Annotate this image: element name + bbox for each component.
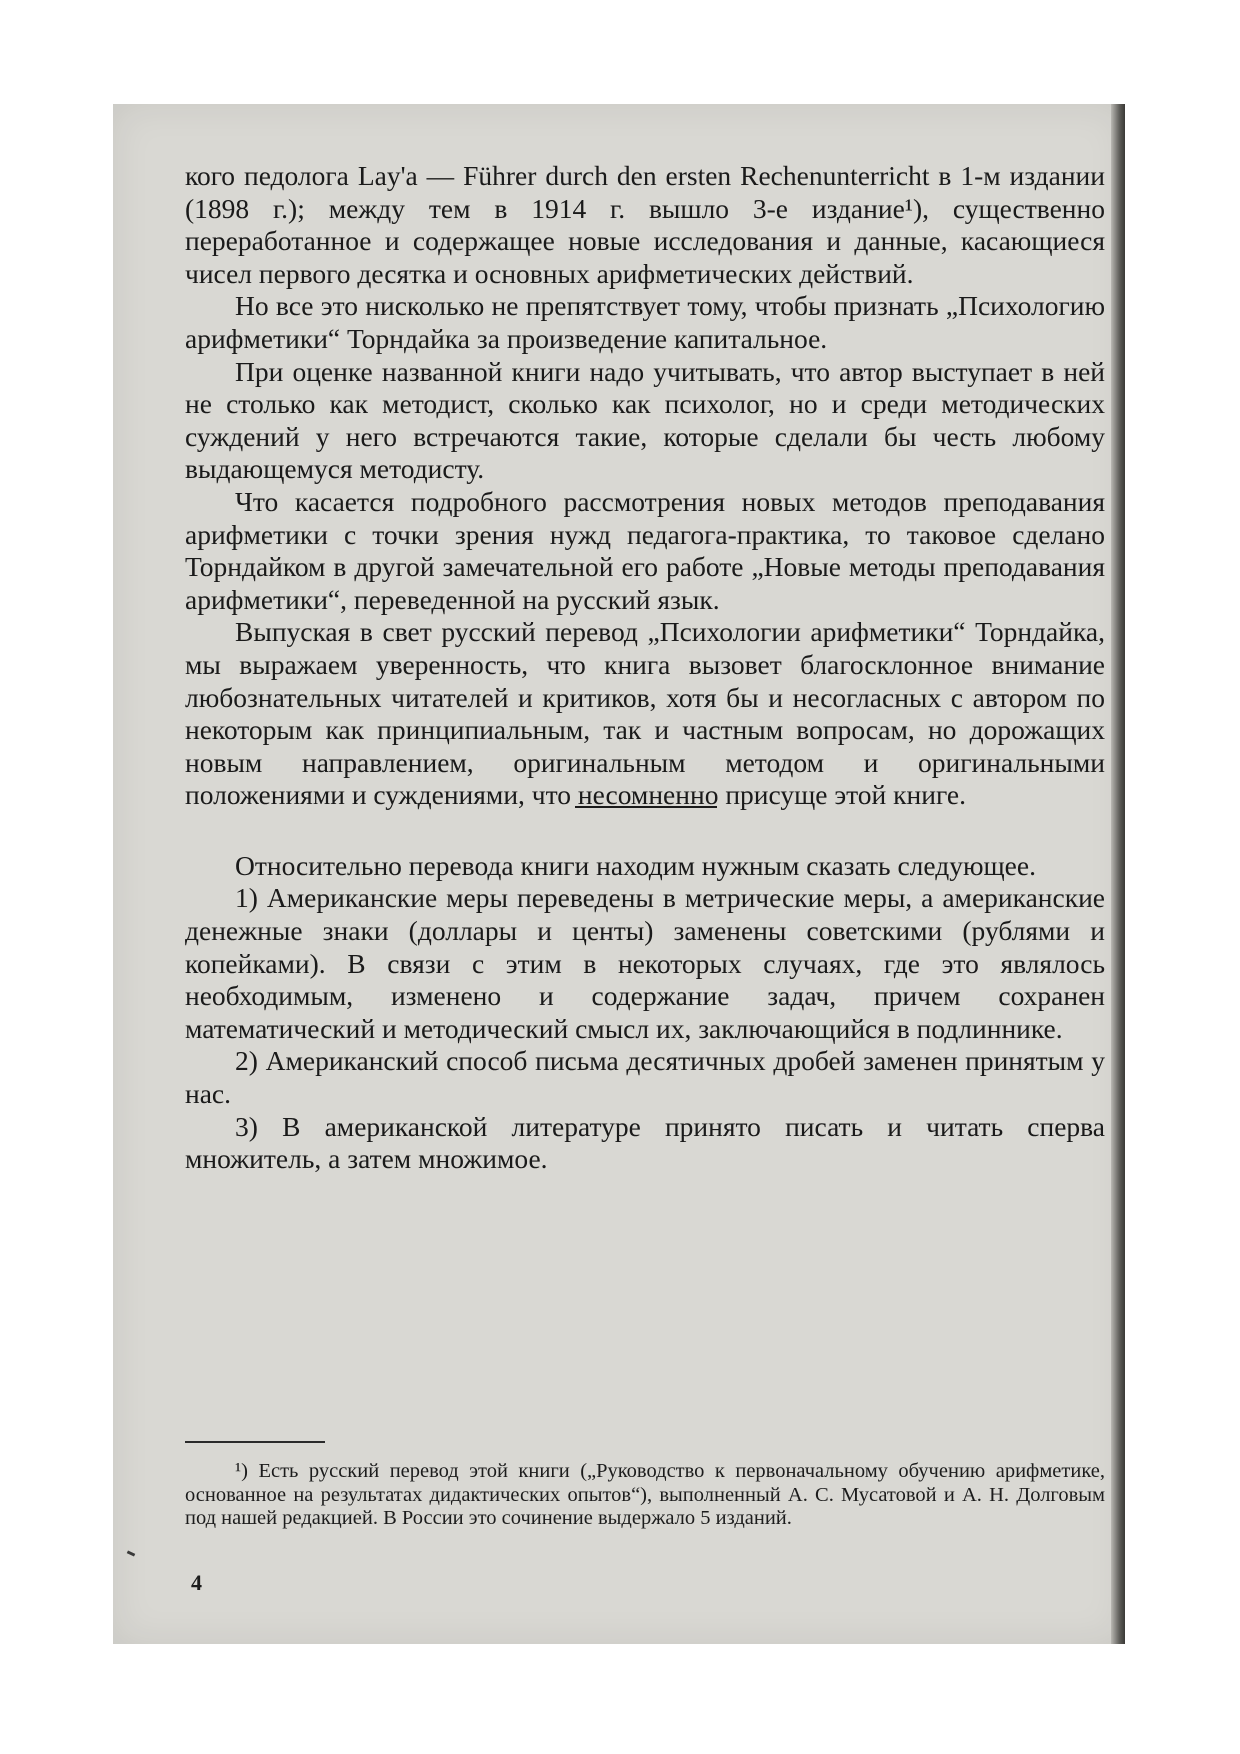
section-separator [575, 806, 717, 808]
main-text [185, 160, 1105, 1176]
translation-note-1: 1) Американские меры переведены в метрические меры, а американские денежные знаки (доллары и центы) заменены советскими (рублями и копейками). В связи с этим в некоторых случаях, где это являлось необходимым, изменено и содержание задач, причем сохранен математический и методический смысл их, заключающийся в подлиннике. [185, 882, 1105, 1044]
footnote: ¹) Есть русский перевод этой книги („Руководство к первоначальному обучению арифметике, основанное на результатах дидактических опытов“), выполненный А. С. Мусатовой и А. Н. Долговым под нашей редакцией. В России это сочинение выдержало 5 изданий. [185, 1460, 1105, 1529]
paragraph: Выпуская в свет русский перевод „Психологии арифметики“ Торндайка, мы выражаем уверенность, что книга вызовет благосклонное внимание любознательных читателей и критиков, хотя бы и несогласных с автором по некоторым как принципиальным, так и частным вопросам, но дорожащих новым направлением, оригинальным методом и оригинальными положениями и суждениями, что несомненно присуще этой книге. [185, 616, 1105, 811]
book-spine-shadow [1111, 104, 1125, 1644]
paragraph: Что касается подробного рассмотрения новых методов преподавания арифметики с точки зрения нужд педагога-практика, то таковое сделано Торндайком в другой замечательной его работе „Новые методы преподавания арифметики“, переведенной на русский язык. [185, 485, 1105, 615]
paragraph-continuation: кого педолога Lay'a — Führer durch den ersten Rechenunterricht в 1-м издании (1898 г.); между тем в 1914 г. вышло 3-е издание¹), существенно переработанное и содержащее новые исследования и данные, касающиеся чисел первого десятка и основных арифметических действий. [185, 160, 1105, 289]
translation-note-3: 3) В американской литературе принято писать и читать сперва множитель, а затем множимое. [185, 1110, 1105, 1175]
footnote-rule [185, 1441, 325, 1443]
translation-note-2: 2) Американский способ письма десятичных дробей заменен принятым у нас. [185, 1045, 1105, 1110]
scan-mark [127, 1550, 136, 1556]
page-number: 4 [191, 1570, 202, 1595]
scanned-page [113, 104, 1125, 1644]
paragraph: Но все это нисколько не препятствует тому, чтобы признать „Психологию арифметики“ Торндайка за произведение капитальное. [185, 290, 1105, 354]
paragraph: При оценке названной книги надо учитывать, что автор выступает в ней не столько как методист, сколько как психолог, но и среди методических суждений у него встречаются такие, которые сделали бы честь любому выдающемуся методисту. [185, 355, 1105, 485]
translation-intro: Относительно перевода книги находим нужным сказать следующее. [235, 849, 1036, 881]
